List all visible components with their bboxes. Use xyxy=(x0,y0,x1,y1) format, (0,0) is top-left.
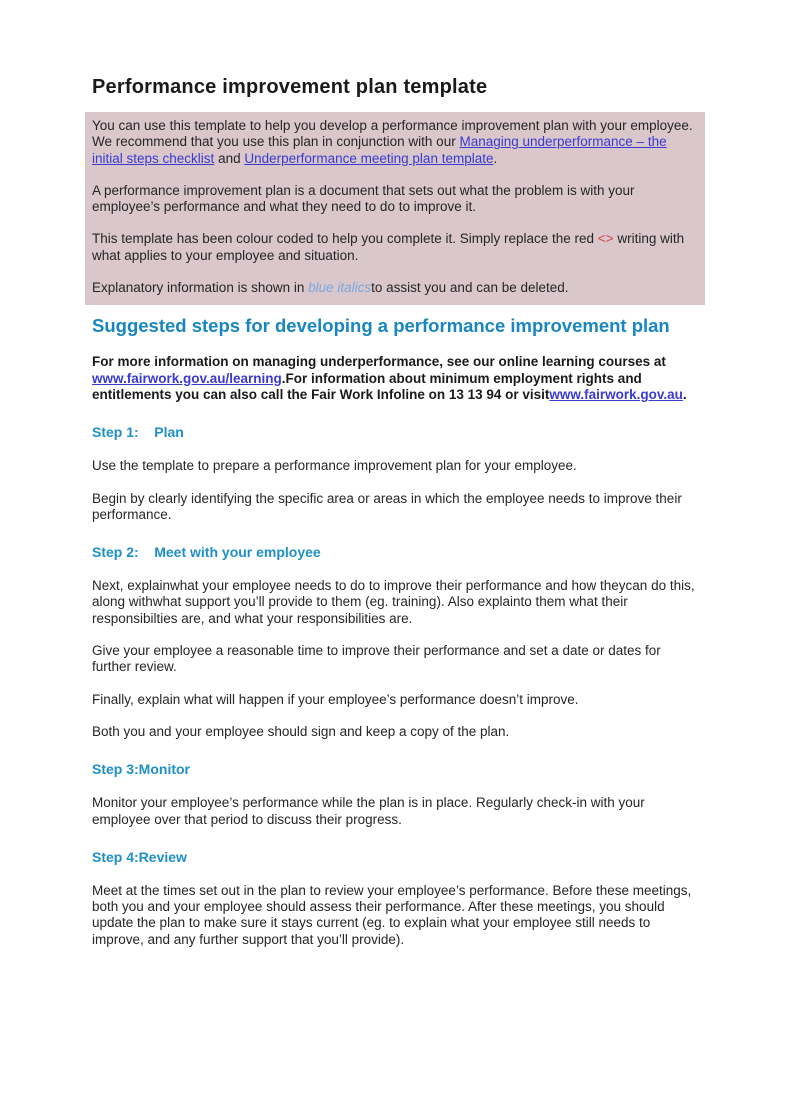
intro-p1-text: You can use this template to help you develop a performance improvement plan with your employee. We recommend that you use this plan in conjunction with our xyxy=(92,118,693,150)
step-3-paragraph-1: Monitor your employee’s performance while the plan is in place. Regularly check-in with your employee over that period to discuss their progress. xyxy=(92,795,645,827)
step-1-paragraph-1: Use the template to prepare a performance improvement plan for your employee. xyxy=(92,458,577,474)
link-fairwork-home[interactable]: www.fairwork.gov.au xyxy=(549,386,683,402)
step-2-paragraph-1: Next, explainwhat your employee needs to do to improve their performance and how theycan do this, along withwhat support you’ll provide to them (eg. training). Also explainto them what their responsibilties are, and what your responsibilities are. xyxy=(92,578,695,626)
intro-p3-tail: writing with what applies to your employee and situation. xyxy=(92,231,685,263)
info-text-period: . xyxy=(682,386,687,402)
step-1-paragraph-2: Begin by clearly identifying the specific area or areas in which the employee needs to improve their performance. xyxy=(92,490,682,522)
red-placeholder-token: <> xyxy=(597,231,614,247)
step-4-heading: Step 4:Review xyxy=(92,848,187,865)
intro-paragraph-2: A performance improvement plan is a document that sets out what the problem is with your employee’s performance and what they need to do to improve it. xyxy=(92,182,635,215)
intro-p4-text: Explanatory information is shown in xyxy=(92,280,309,296)
link-managing-underperformance-checklist[interactable]: Managing underperformance – the initial steps checklist xyxy=(92,134,667,166)
info-text-mid: .For information about minimum employment rights and entitlements you can also call the Fair Work Infoline on 13 13 94 or visit xyxy=(92,370,642,402)
intro-p4-tail: to assist you and can be deleted. xyxy=(371,280,569,296)
intro-paragraph-4 xyxy=(92,280,698,296)
step-2-paragraph-4: Both you and your employee should sign and keep a copy of the plan. xyxy=(92,723,510,739)
link-underperformance-meeting-plan-template[interactable]: Underperformance meeting plan template xyxy=(244,150,494,166)
step-2-heading: Step 2: Meet with your employee xyxy=(92,544,321,561)
step-3-heading: Step 3:Monitor xyxy=(92,761,190,778)
info-text: For more information on managing underperformance, see our online learning courses at xyxy=(92,354,666,370)
document-content xyxy=(92,0,698,964)
intro-p1-period: . xyxy=(493,150,498,166)
step-2-paragraph-3: Finally, explain what will happen if your employee’s performance doesn’t improve. xyxy=(92,691,579,707)
intro-highlight-box xyxy=(85,112,705,305)
intro-paragraph-1 xyxy=(92,118,698,167)
link-fairwork-learning[interactable]: www.fairwork.gov.au/learning xyxy=(92,370,282,386)
info-paragraph xyxy=(92,354,698,403)
step-2-paragraph-2: Give your employee a reasonable time to improve their performance and set a date or dates for further review. xyxy=(92,643,661,675)
step-4-paragraph-1: Meet at the times set out in the plan to review your employee’s performance. Before these meetings, both you and your employee should assess their performance. After these meetings, you should update the plan to make sure it stays current (eg. to explain what your employee still needs to improve, and any further support that you’ll provide). xyxy=(92,882,692,947)
intro-p3-text: This template has been colour coded to help you complete it. Simply replace the red xyxy=(92,231,598,247)
document-title: Performance improvement plan template xyxy=(92,76,488,98)
section-heading-suggested-steps: Suggested steps for developing a performance improvement plan xyxy=(92,315,670,337)
blue-italics-sample: blue italics xyxy=(308,280,372,296)
intro-paragraph-3 xyxy=(92,231,698,264)
step-1-heading: Step 1: Plan xyxy=(92,424,184,441)
intro-p1-conjunction: and xyxy=(214,150,245,166)
